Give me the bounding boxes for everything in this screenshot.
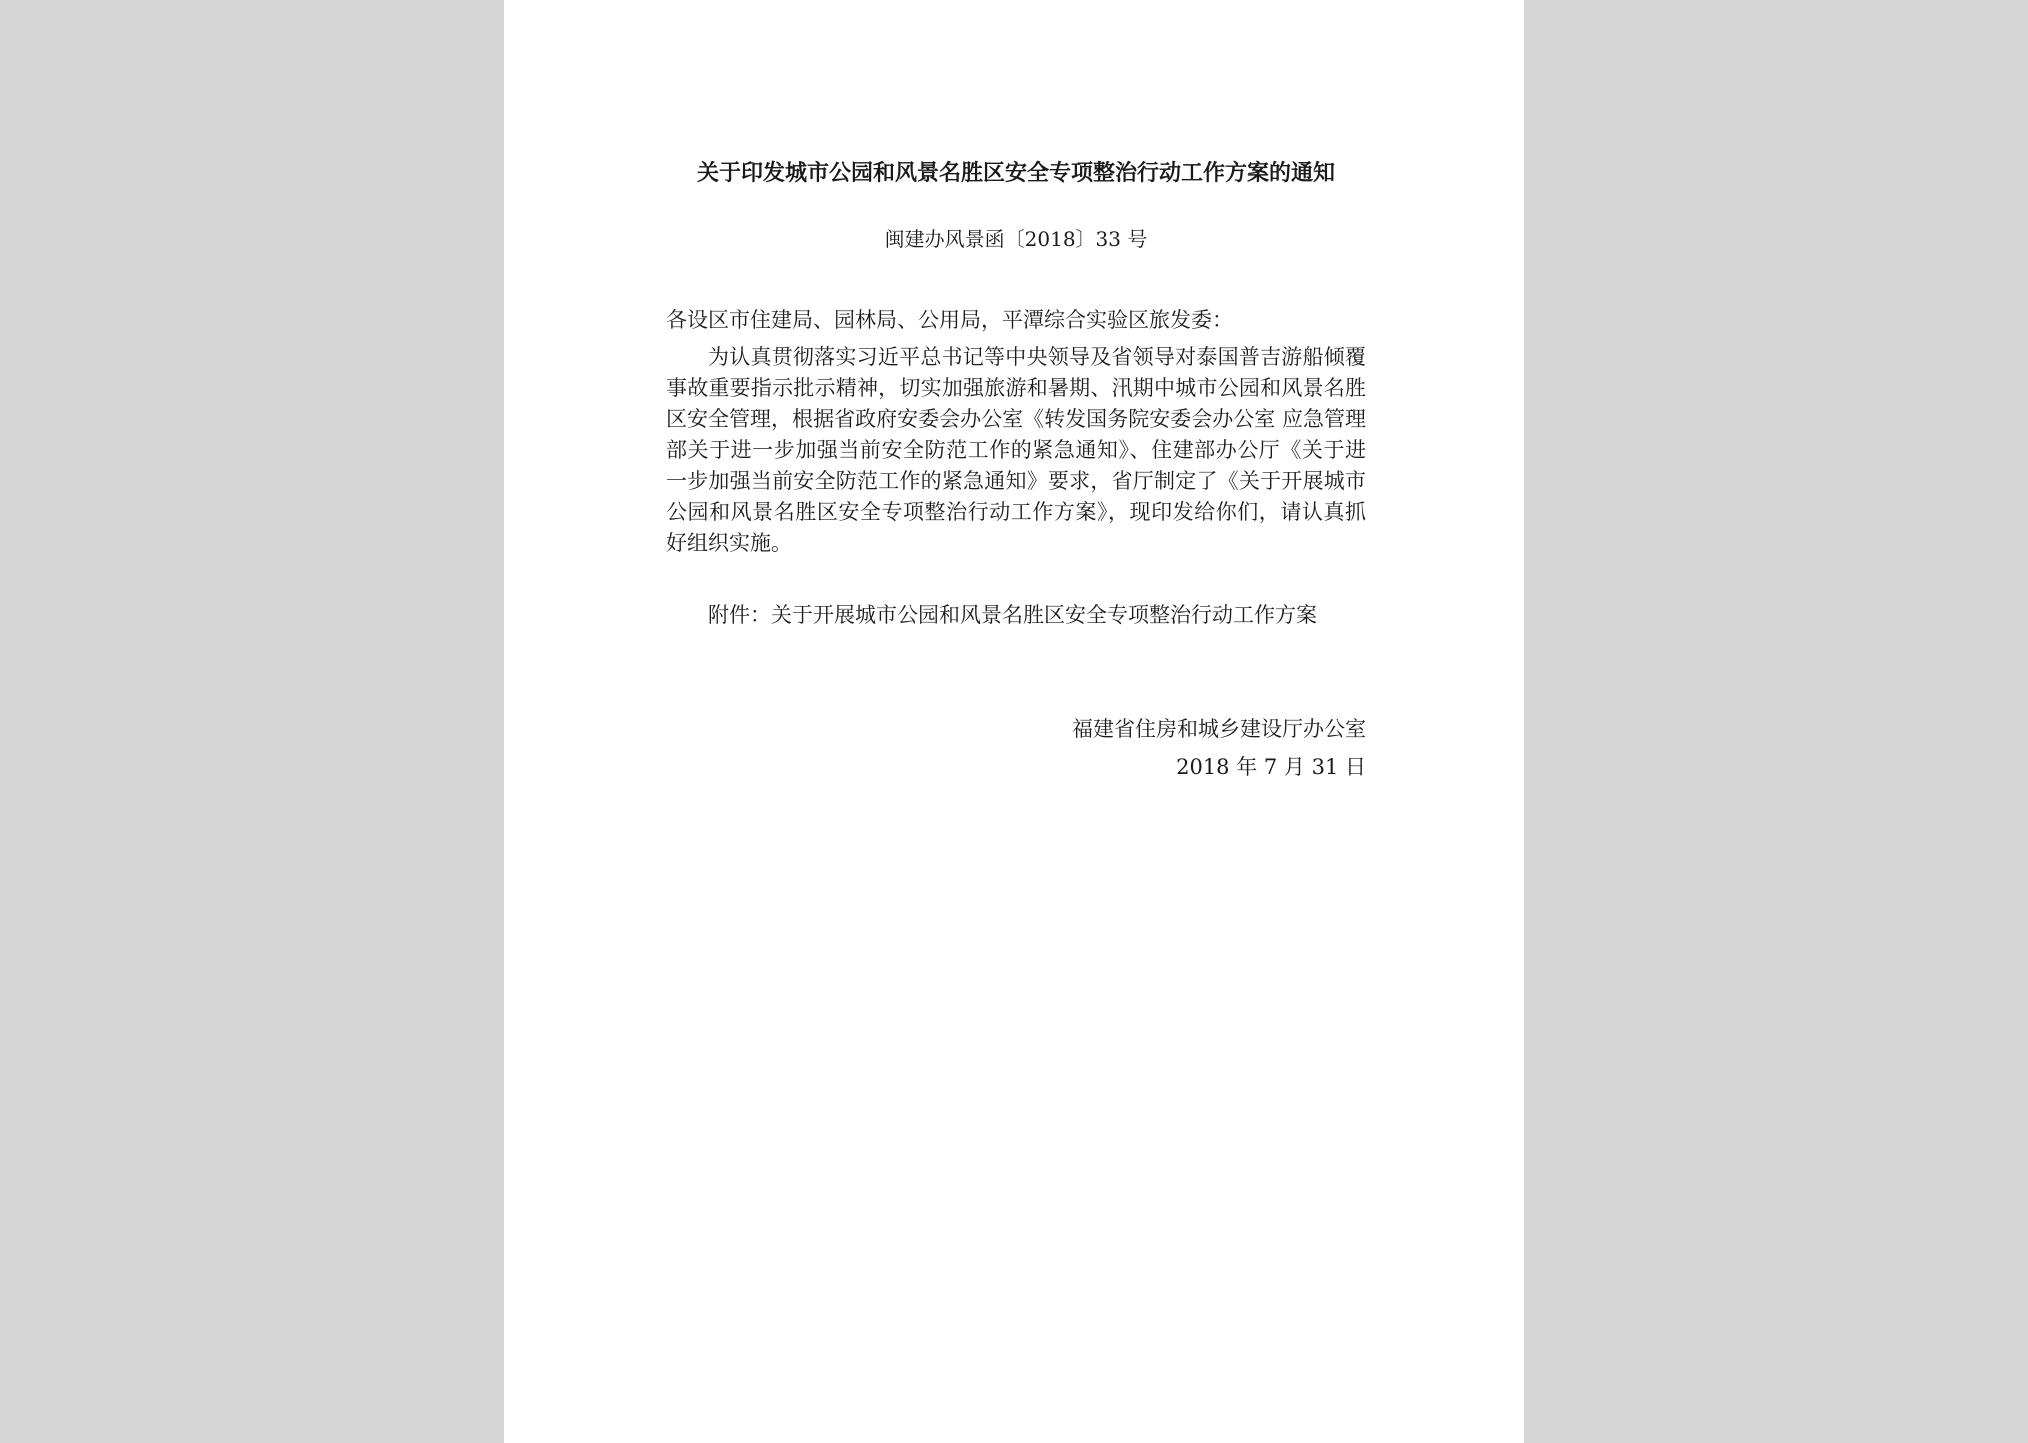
issue-date: 2018 年 7 月 31 日 <box>1176 755 1366 779</box>
issuing-office: 福建省住房和城乡建设厅办公室 <box>1072 717 1366 741</box>
document-page <box>504 0 1524 1443</box>
salutation: 各设区市住建局、园林局、公用局，平潭综合实验区旅发委： <box>666 308 1233 332</box>
document-number: 闽建办风景函〔2018〕33 号 <box>884 227 1148 251</box>
attachment-line: 附件：关于开展城市公园和风景名胜区安全专项整治行动工作方案 <box>708 603 1317 627</box>
document-title: 关于印发城市公园和风景名胜区安全专项整治行动工作方案的通知 <box>696 160 1335 186</box>
body-paragraph: 为认真贯彻落实习近平总书记等中央领导及省领导对泰国普吉游船倾覆事故重要指示批示精神，切实加强旅游和暑期、汛期中城市公园和风景名胜区安全管理，根据省政府安委会办公室《转发国务院安委会办公室 应急管理部关于进一步加强当前安全防范工作的紧急通知》、住建部办公厅《关于进一步加强当前安全防范工作的紧急通知》要求，省厅制定了《关于开展城市公园和风景名胜区安全专项整治行动工作方案》，现印发给你们，请认真抓好组织实施。 <box>666 345 1366 555</box>
